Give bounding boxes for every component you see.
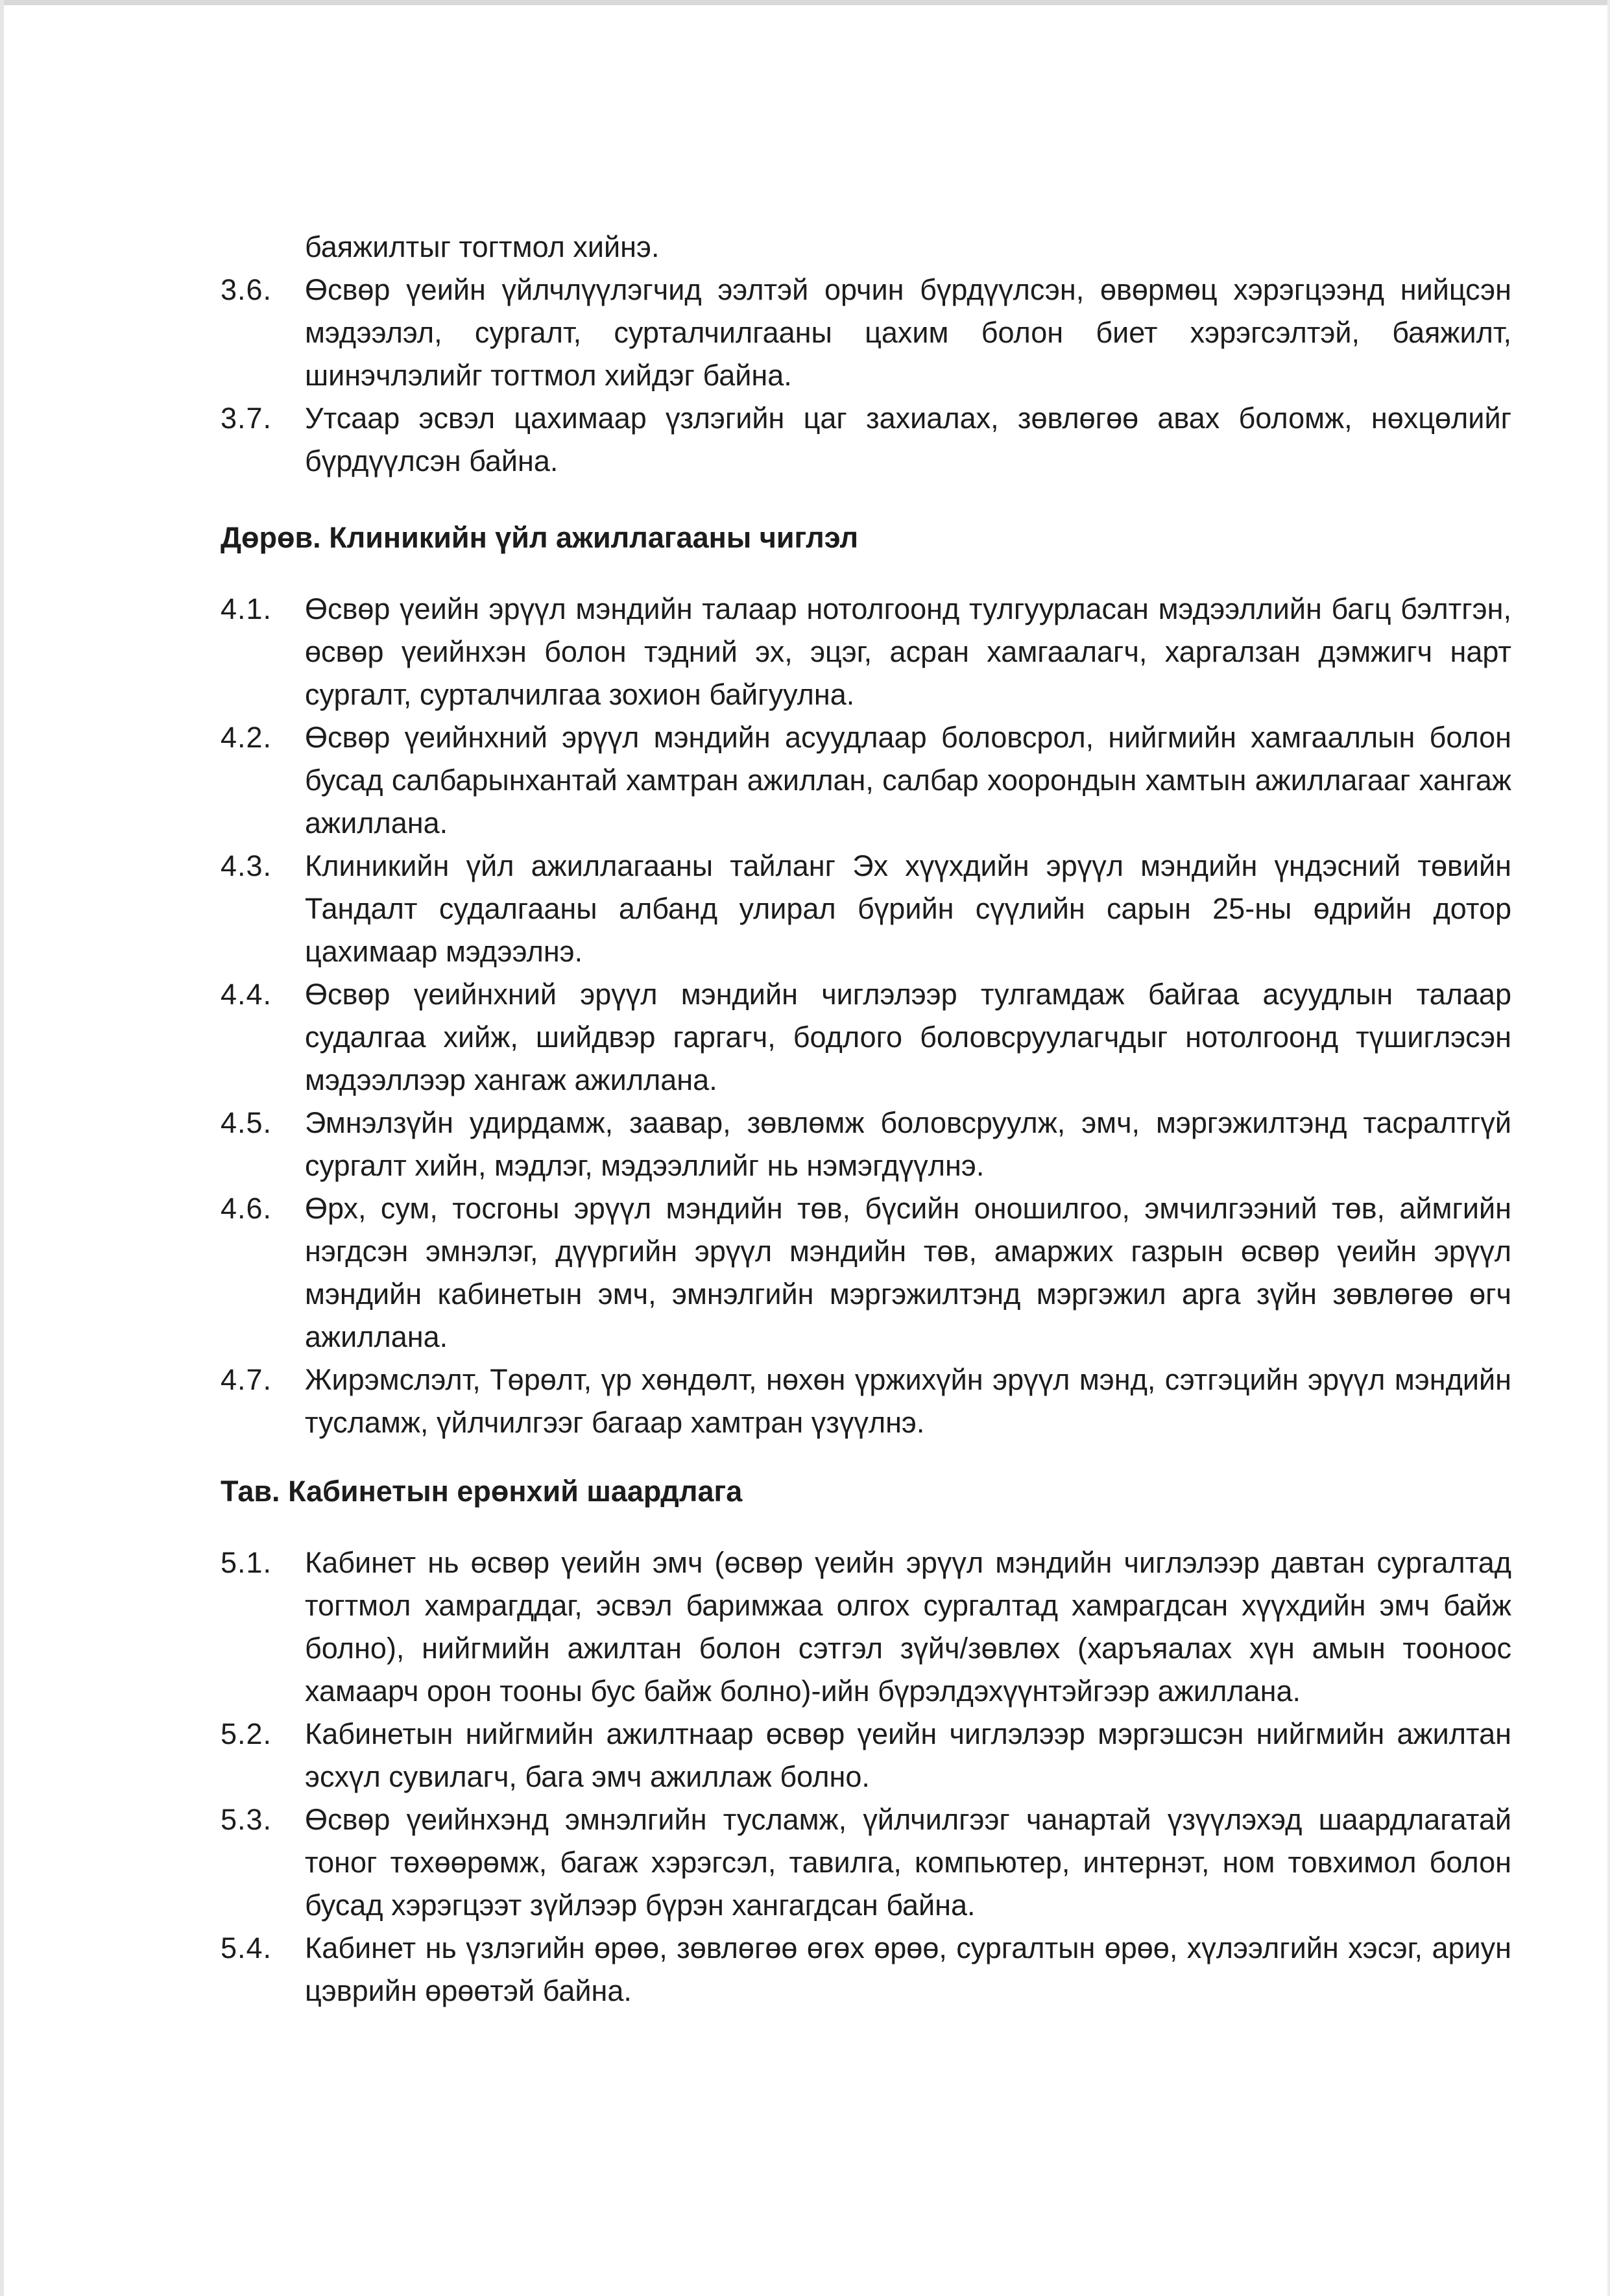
list-item	[221, 397, 1511, 483]
list-item	[221, 1359, 1511, 1444]
list-item	[221, 1798, 1511, 1927]
list-item	[221, 716, 1511, 845]
continued-text: баяжилтыг тогтмол хийнэ.	[305, 230, 660, 263]
scan-edge	[1607, 0, 1610, 2296]
item-text: Өрх, сум, тосгоны эрүүл мэндийн төв, бүсийн оношилгоо, эмчилгээний төв, аймгийн нэгдсэн эмнэлэг, дүүргийн эрүүл мэндийн төв, амаржих газрын өсвөр үеийн эрүүл мэндийн кабинетын эмч, эмнэлгийн мэргэжилтэнд мэргэжил арга зүйн зөвлөгөө өгч ажиллана.	[305, 1192, 1511, 1353]
item-text: Кабинет нь өсвөр үеийн эмч (өсвөр үеийн эрүүл мэндийн чиглэлээр давтан сургалтад тогтмол хамрагддаг, эсвэл баримжаа олгох сургалтад хамрагдсан хүүхдийн эмч байж болно), нийгмийн ажилтан болон сэтгэл зүйч/зөвлөх (харъяалах хүн амын тооноос хамаарч орон тооны бус байж болно)-ийн бүрэлдэхүүнтэйгээр ажиллана.	[305, 1546, 1511, 1708]
item-number: 5.3.	[221, 1803, 272, 1836]
list-item	[221, 1927, 1511, 2012]
scan-edge	[0, 0, 1610, 5]
item-number: 3.6.	[221, 273, 272, 306]
item-number: 4.2.	[221, 721, 272, 754]
item-number: 4.1.	[221, 592, 272, 625]
scan-edge	[0, 0, 4, 2296]
item-number: 4.7.	[221, 1363, 272, 1396]
item-text: Өсвөр үеийн эрүүл мэндийн талаар нотолгоонд тулгуурласан мэдээллийн багц бэлтгэн, өсвөр үеийнхэн болон тэдний эх, эцэг, асран хамгаалагч, харгалзан дэмжигч нарт сургалт, сурталчилгаа зохион байгуулна.	[305, 592, 1511, 711]
list-item	[221, 269, 1511, 397]
item-text: Эмнэлзүйн удирдамж, заавар, зөвлөмж боловсруулж, эмч, мэргэжилтэнд тасралтгүй сургалт хийн, мэдлэг, мэдээллийг нь нэмэгдүүлнэ.	[305, 1106, 1511, 1182]
item-text: Өсвөр үеийнхний эрүүл мэндийн асуудлаар боловсрол, нийгмийн хамгааллын болон бусад салбарынхантай хамтран ажиллан, салбар хоорондын хамтын ажиллагааг хангаж ажиллана.	[305, 721, 1511, 840]
item-number: 3.7.	[221, 402, 272, 435]
item-text: Клиникийн үйл ажиллагааны тайланг Эх хүүхдийн эрүүл мэндийн үндэсний төвийн Тандалт судалгааны албанд улирал бүрийн сүүлийн сарын 25-ны өдрийн дотор цахимаар мэдээлнэ.	[305, 849, 1511, 968]
list-item	[221, 1541, 1511, 1713]
document-body	[221, 226, 1511, 2012]
list-item	[221, 1187, 1511, 1359]
item-number: 4.5.	[221, 1106, 272, 1139]
item-number: 5.1.	[221, 1546, 272, 1579]
section-heading-4: Дөрөв. Клиникийн үйл ажиллагааны чиглэл	[221, 521, 859, 554]
list-item	[221, 1102, 1511, 1187]
item-number: 4.6.	[221, 1192, 272, 1225]
item-text: Өсвөр үеийнхэнд эмнэлгийн тусламж, үйлчилгээг чанартай үзүүлэхэд шаардлагатай тоног төхөөрөмж, багаж хэрэгсэл, тавилга, компьютер, интернэт, ном товхимол болон бусад хэрэгцээт зүйлээр бүрэн хангагдсан байна.	[305, 1803, 1511, 1922]
item-text: Утсаар эсвэл цахимаар үзлэгийн цаг захиалах, зөвлөгөө авах боломж, нөхцөлийг бүрдүүлсэн байна.	[305, 402, 1511, 477]
item-text: Өсвөр үеийн үйлчлүүлэгчид ээлтэй орчин бүрдүүлсэн, өвөрмөц хэрэгцээнд нийцсэн мэдээлэл, сургалт, сурталчилгааны цахим болон биет хэрэгсэлтэй, баяжилт, шинэчлэлийг тогтмол хийдэг байна.	[305, 273, 1511, 392]
item-number: 4.3.	[221, 849, 272, 882]
list-item	[221, 588, 1511, 716]
list-item	[221, 973, 1511, 1102]
item-number: 4.4.	[221, 978, 272, 1011]
item-text: Өсвөр үеийнхний эрүүл мэндийн чиглэлээр тулгамдаж байгаа асуудлын талаар судалгаа хийж, шийдвэр гаргагч, бодлого боловсруулагчдыг нотолгоонд түшиглэсэн мэдээллээр хангаж ажиллана.	[305, 978, 1511, 1096]
item-text: Кабинет нь үзлэгийн өрөө, зөвлөгөө өгөх өрөө, сургалтын өрөө, хүлээлгийн хэсэг, ариун цэврийн өрөөтэй байна.	[305, 1931, 1511, 2007]
list-item	[221, 845, 1511, 973]
section-heading-5: Тав. Кабинетын ерөнхий шаардлага	[221, 1475, 743, 1508]
item-number: 5.4.	[221, 1931, 272, 1964]
item-text: Жирэмслэлт, Төрөлт, үр хөндөлт, нөхөн үржихүйн эрүүл мэнд, сэтгэцийн эрүүл мэндийн тусламж, үйлчилгээг багаар хамтран үзүүлнэ.	[305, 1363, 1511, 1439]
item-number: 5.2.	[221, 1717, 272, 1750]
item-text: Кабинетын нийгмийн ажилтнаар өсвөр үеийн чиглэлээр мэргэшсэн нийгмийн ажилтан эсхүл сувилагч, бага эмч ажиллаж болно.	[305, 1717, 1511, 1793]
list-item	[221, 1713, 1511, 1798]
